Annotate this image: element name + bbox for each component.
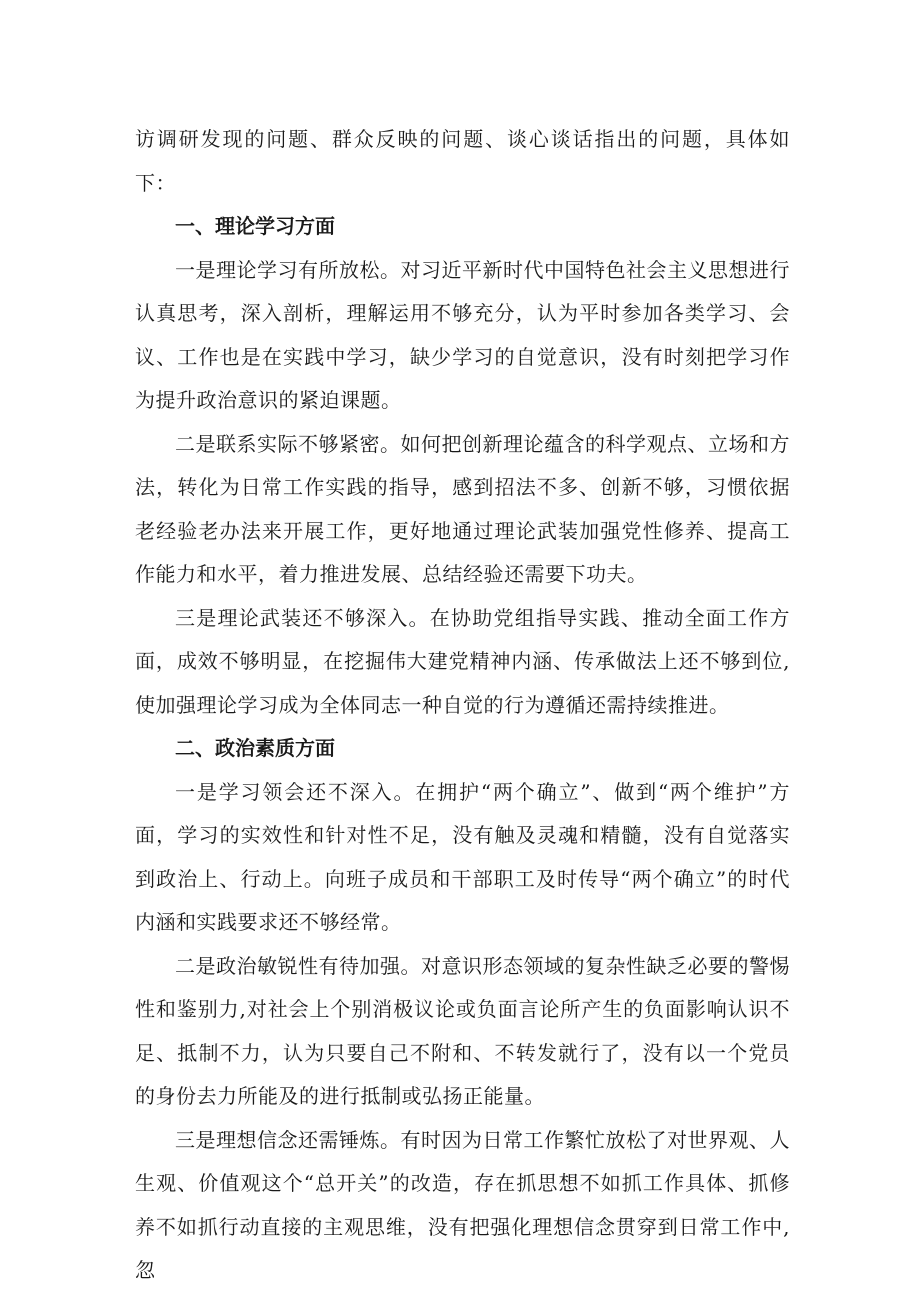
political-paragraph-1: 一是学习领会还不深入。在拥护“两个确立”、做到“两个维护”方面，学习的实效性和针对性不足，没有触及灵魂和精髓，没有自觉落实到政治上、行动上。向班子成员和干部职工及时传导“两个确立”的时代内涵和实践要求还不够经常。 [135,779,790,934]
section-heading-political-quality: 二、政治素质方面 [175,736,335,760]
political-paragraph-2: 二是政治敏锐性有待加强。对意识形态领域的复杂性缺乏必要的警惕性和鉴别力,对社会上个别消极议论或负面言论所产生的负面影响认识不足、抵制不力，认为只要自己不附和、不转发就行了，没有以一个党员的身份去力所能及的进行抵制或弘扬正能量。 [135,953,790,1108]
intro-paragraph: 访调研发现的问题、群众反映的问题、谈心谈话指出的问题，具体如下： [135,127,790,195]
theory-paragraph-1: 一是理论学习有所放松。对习近平新时代中国特色社会主义思想进行认真思考，深入剖析，理解运用不够充分，认为平时参加各类学习、会议、工作也是在实践中学习，缺少学习的自觉意识，没有时刻把学习作为提升政治意识的紧迫课题。 [135,257,790,412]
political-paragraph-3: 三是理想信念还需锤炼。有时因为日常工作繁忙放松了对世界观、人生观、价值观这个“总开关”的改造，存在抓思想不如抓工作具体、抓修养不如抓行动直接的主观思维，没有把强化理想信念贯穿到日常工作中,忽 [135,1127,790,1282]
theory-paragraph-3: 三是理论武装还不够深入。在协助党组指导实践、推动全面工作方面，成效不够明显，在挖掘伟大建党精神内涵、传承做法上还不够到位,使加强理论学习成为全体同志一种自觉的行为遵循还需持续推进。 [135,605,790,717]
section-heading-theory-study: 一、理论学习方面 [175,214,335,238]
theory-paragraph-2: 二是联系实际不够紧密。如何把创新理论蕴含的科学观点、立场和方法，转化为日常工作实践的指导，感到招法不多、创新不够，习惯依据老经验老办法来开展工作，更好地通过理论武装加强党性修养、提高工作能力和水平，着力推进发展、总结经验还需要下功夫。 [135,431,790,586]
